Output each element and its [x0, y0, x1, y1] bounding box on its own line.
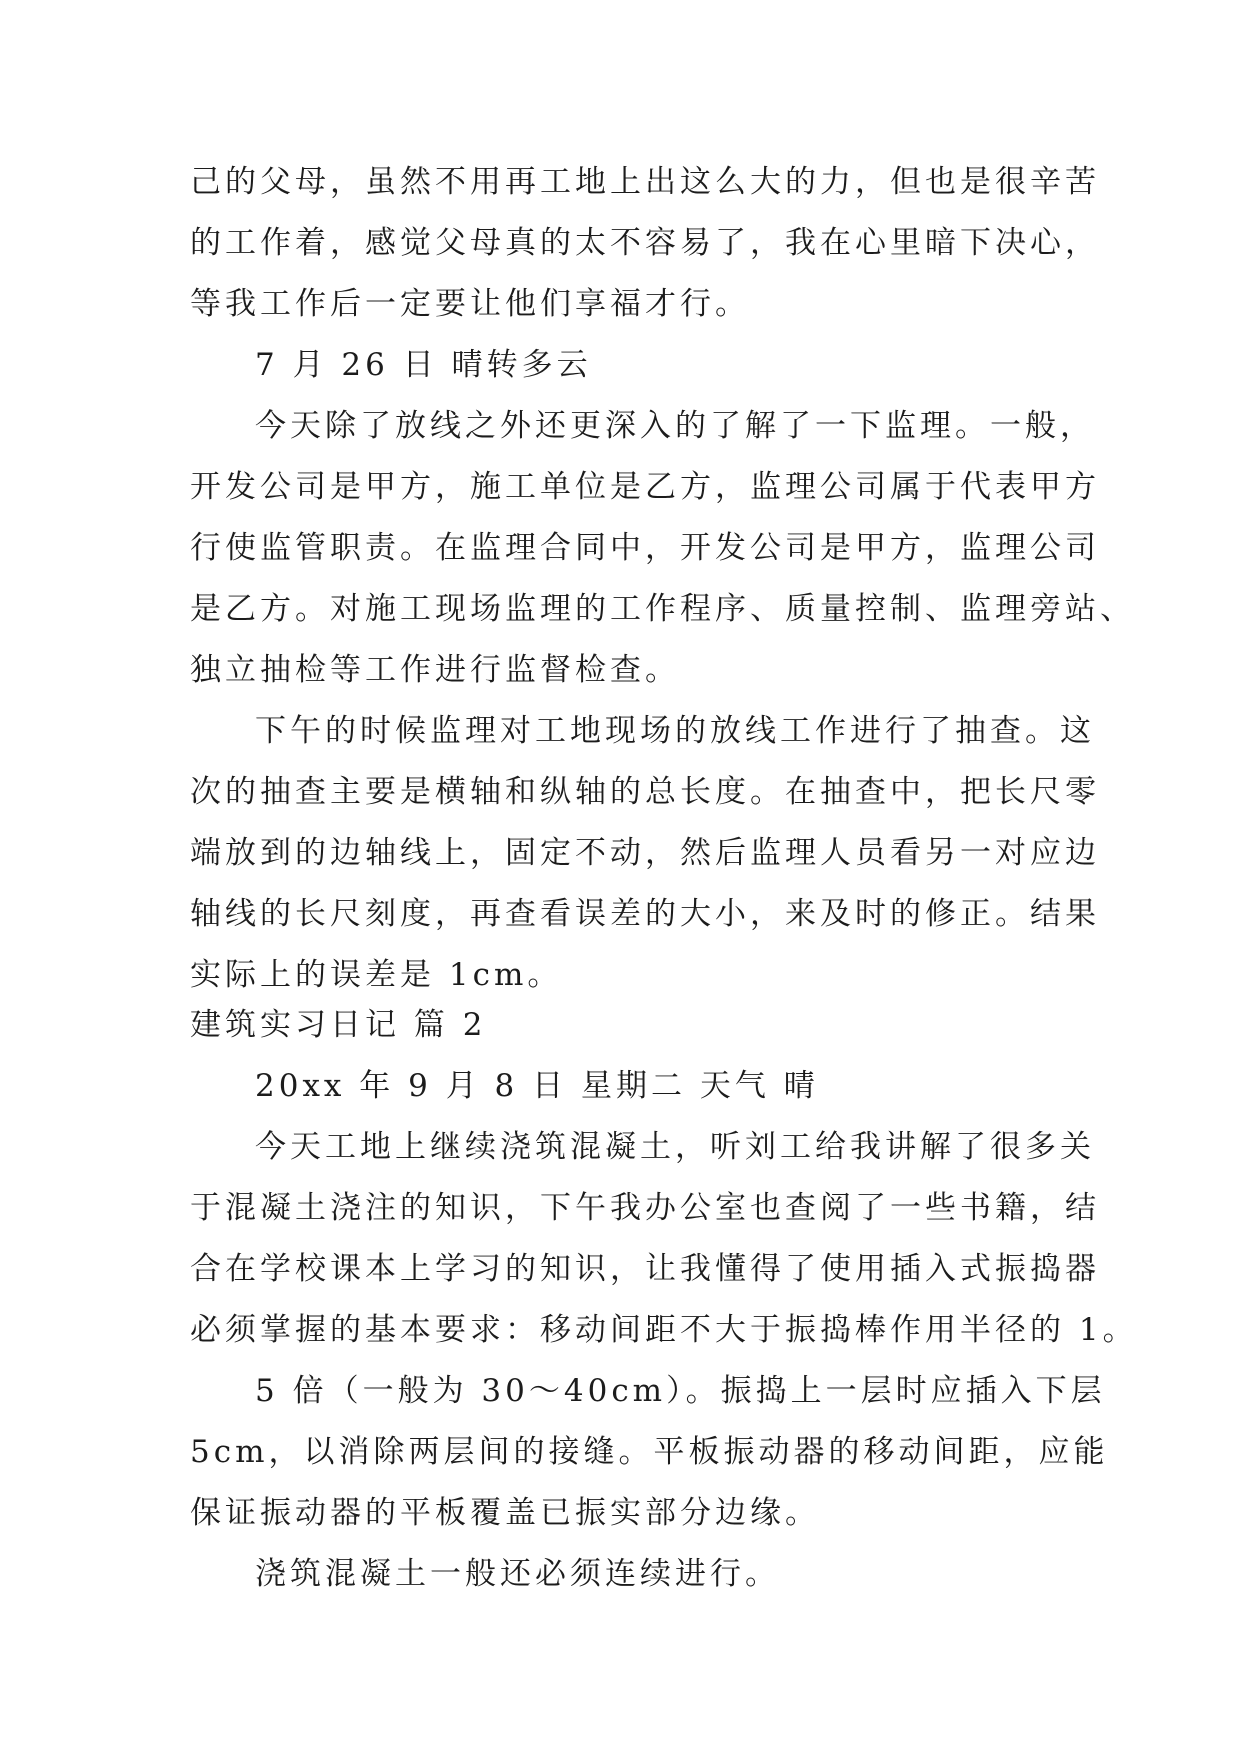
body-text-line: 等我工作后一定要让他们享福才行。	[190, 286, 750, 322]
paragraph-first-line: 今天除了放线之外还更深入的了解了一下监理。一般，	[255, 408, 1095, 444]
paragraph-first-line: 下午的时候监理对工地现场的放线工作进行了抽查。这	[255, 713, 1095, 749]
paragraph-first-line: 5 倍（一般为 30～40cm）。振捣上一层时应插入下层	[255, 1373, 1106, 1409]
body-text-line: 合在学校课本上学习的知识，让我懂得了使用插入式振捣器	[190, 1251, 1100, 1287]
body-text-line: 独立抽检等工作进行监督检查。	[190, 652, 680, 688]
body-text-line: 己的父母，虽然不用再工地上出这么大的力，但也是很辛苦	[190, 164, 1100, 200]
body-text-line: 的工作着，感觉父母真的太不容易了，我在心里暗下决心，	[190, 225, 1100, 261]
body-text-line: 端放到的边轴线上，固定不动，然后监理人员看另一对应边	[190, 835, 1100, 871]
body-text-line: 保证振动器的平板覆盖已振实部分边缘。	[190, 1495, 820, 1531]
body-text-line: 行使监管职责。在监理合同中，开发公司是甲方，监理公司	[190, 530, 1100, 566]
body-text-line: 实际上的误差是 1cm。	[190, 957, 563, 993]
body-text-line: 必须掌握的基本要求：移动间距不大于振捣棒作用半径的 1。	[190, 1312, 1138, 1348]
diary-date-heading: 20xx 年 9 月 8 日 星期二 天气 晴	[255, 1068, 819, 1104]
body-text-line: 5cm，以消除两层间的接缝。平板振动器的移动间距，应能	[190, 1434, 1109, 1470]
body-text-line: 是乙方。对施工现场监理的工作程序、质量控制、监理旁站、	[190, 591, 1135, 627]
body-text-line: 次的抽查主要是横轴和纵轴的总长度。在抽查中，把长尺零	[190, 774, 1100, 810]
body-text-line: 于混凝土浇注的知识，下午我办公室也查阅了一些书籍，结	[190, 1190, 1100, 1226]
paragraph-first-line: 今天工地上继续浇筑混凝土，听刘工给我讲解了很多关	[255, 1129, 1095, 1165]
diary-date-heading: 7 月 26 日 晴转多云	[255, 347, 592, 383]
paragraph-first-line: 浇筑混凝土一般还必须连续进行。	[255, 1556, 780, 1592]
body-text-line: 开发公司是甲方，施工单位是乙方，监理公司属于代表甲方	[190, 469, 1100, 505]
section-title: 建筑实习日记 篇 2	[190, 1007, 487, 1043]
body-text-line: 轴线的长尺刻度，再查看误差的大小，来及时的修正。结果	[190, 896, 1100, 932]
